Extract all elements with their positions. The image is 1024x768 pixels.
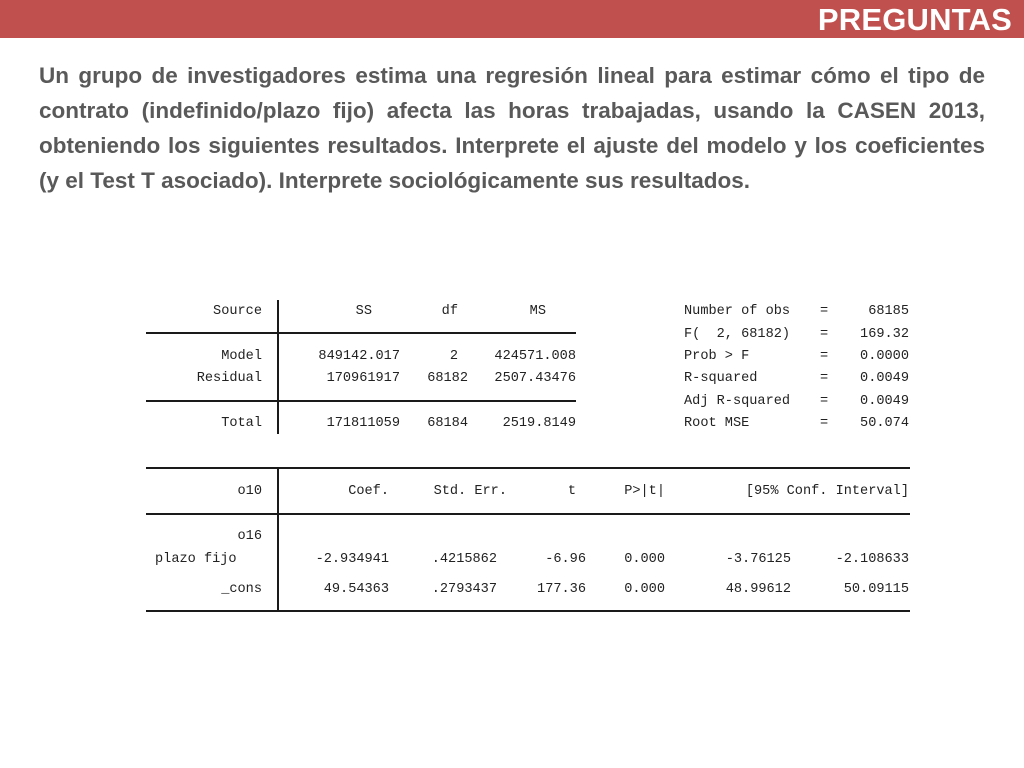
question-text: Un grupo de investigadores estima una regresión lineal para estimar cómo el tipo de contrato (indefinido/plazo fijo) afecta las horas trabajadas, usando la CASEN 2013, obteniendo los siguientes resultados. Interprete el ajuste del modelo y los coeficientes (y el Test T asociado). Interprete sociológicamente sus resultados. <box>39 63 985 193</box>
anova-residual-ms: 2507.43476 <box>494 371 576 386</box>
anova-header-ms: MS <box>529 304 546 319</box>
coef-row-ci-high: -2.108633 <box>835 552 909 567</box>
anova-header-ss: SS <box>355 304 372 319</box>
coef-header-t: t <box>567 484 576 499</box>
coef-header-var: o10 <box>237 484 262 499</box>
coef-row-p: 0.000 <box>624 582 665 597</box>
anova-model-df: 2 <box>449 349 458 364</box>
stat-value: 0.0049 <box>860 394 909 409</box>
anova-total-ss: 171811059 <box>326 416 400 431</box>
stat-eq: = <box>820 349 829 364</box>
stat-eq: = <box>820 304 829 319</box>
stat-label: Prob > F <box>684 349 750 364</box>
stat-eq: = <box>820 394 829 409</box>
coef-row-t: -6.96 <box>545 552 586 567</box>
stat-value: 0.0049 <box>860 371 909 386</box>
header-bar <box>0 0 1024 38</box>
anova-model-ss: 849142.017 <box>318 349 400 364</box>
coef-row-se: .4215862 <box>431 552 497 567</box>
anova-model-source: Model <box>221 349 262 364</box>
anova-residual-ss: 170961917 <box>326 371 400 386</box>
stat-label: F( 2, 68182) <box>684 327 791 342</box>
coef-bottom-rule <box>146 610 910 612</box>
anova-total-source: Total <box>221 416 262 431</box>
slide-title: PREGUNTAS <box>817 2 1012 37</box>
coef-row-se: .2793437 <box>431 582 497 597</box>
stat-label: Number of obs <box>684 304 791 319</box>
anova-header-source: Source <box>213 304 262 319</box>
coef-row-ci-low: 48.99612 <box>725 582 791 597</box>
stat-value: 169.32 <box>860 327 909 342</box>
coef-row-var: plazo fijo <box>155 552 237 567</box>
stat-eq: = <box>820 327 829 342</box>
stat-label: Adj R-squared <box>684 394 791 409</box>
coef-header-p: P>|t| <box>624 484 665 499</box>
anova-residual-source: Residual <box>196 371 262 386</box>
stat-eq: = <box>820 416 829 431</box>
stat-label: R-squared <box>684 371 758 386</box>
coef-header-coef: Coef. <box>348 484 389 499</box>
coef-row-coef: 49.54363 <box>323 582 389 597</box>
coef-row-coef: -2.934941 <box>315 552 389 567</box>
stat-label: Root MSE <box>684 416 750 431</box>
anova-model-ms: 424571.008 <box>494 349 576 364</box>
anova-total-df: 68184 <box>427 416 468 431</box>
coef-header-se: Std. Err. <box>433 484 507 499</box>
coef-group-label: o16 <box>237 529 262 544</box>
coef-row-p: 0.000 <box>624 552 665 567</box>
coef-row-ci-low: -3.76125 <box>725 552 791 567</box>
coef-row-ci-high: 50.09115 <box>843 582 909 597</box>
coef-row-t: 177.36 <box>537 582 586 597</box>
coef-row-var: _cons <box>221 582 262 597</box>
coef-separator <box>277 468 279 611</box>
stat-eq: = <box>820 371 829 386</box>
anova-header-rule <box>146 332 576 334</box>
anova-header-df: df <box>441 304 458 319</box>
coef-header-ci: [95% Conf. Interval] <box>745 484 909 499</box>
stat-value: 68185 <box>868 304 909 319</box>
coef-top-rule <box>146 467 910 469</box>
anova-total-ms: 2519.8149 <box>502 416 576 431</box>
anova-total-rule <box>146 400 576 402</box>
anova-separator <box>277 300 279 434</box>
coef-header-rule <box>146 513 910 515</box>
anova-residual-df: 68182 <box>427 371 468 386</box>
stat-value: 0.0000 <box>860 349 909 364</box>
stat-value: 50.074 <box>860 416 909 431</box>
